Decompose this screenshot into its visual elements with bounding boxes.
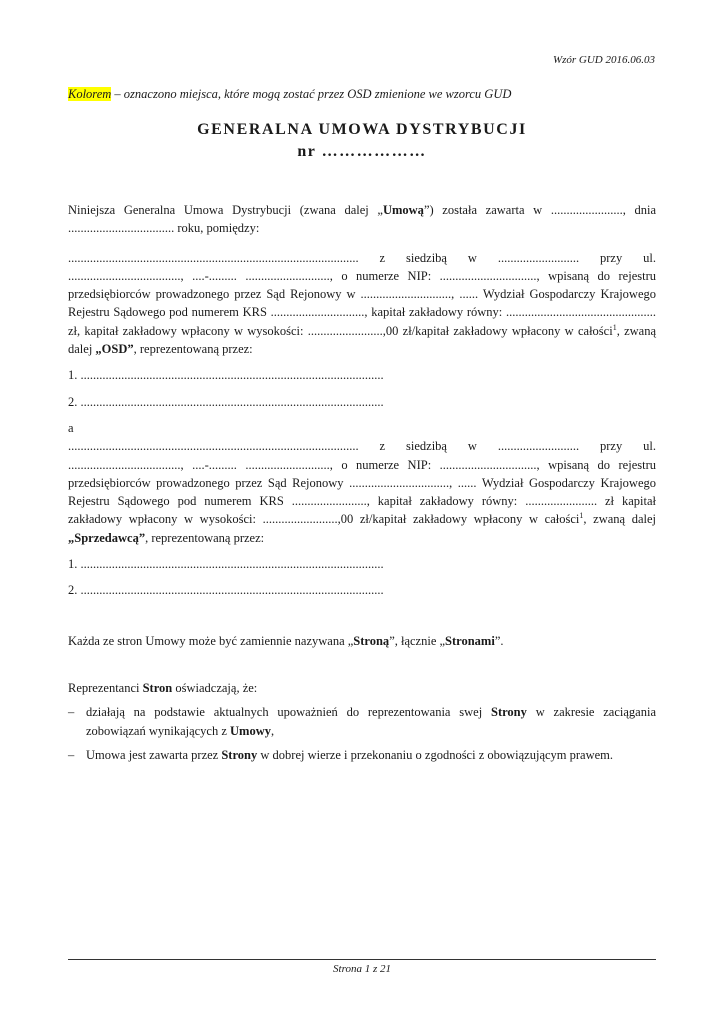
footnote-ref: 1: [612, 322, 617, 332]
color-legend: [68, 87, 511, 102]
list-item: [68, 703, 656, 740]
legend-text: – oznaczono miejsca, które mogą zostać przez OSD zmienione we wzorcu GUD: [111, 87, 512, 101]
party1-text: , zwaną dalej: [68, 323, 656, 357]
footnote-ref: 1: [579, 511, 584, 521]
naming-term-strony: Stronami: [445, 633, 495, 648]
party2-text: , zwaną dalej: [583, 512, 657, 527]
intro-term: Umową: [382, 203, 424, 217]
page-number: Strona 1 z 21: [333, 963, 391, 975]
item-text: w dobrej wierze i przekonaniu o zgodności z obowiązującym prawem.: [257, 747, 614, 762]
party1-paragraph: [68, 249, 656, 359]
naming-text: ”, łącznie „: [389, 633, 446, 648]
parties-naming-paragraph: [68, 632, 656, 650]
item-term: Umowy: [230, 723, 271, 738]
item-term: Strony: [221, 747, 258, 762]
party1-name: „OSD”: [95, 342, 134, 357]
intro-paragraph: [68, 201, 656, 238]
conjunction: a: [68, 420, 74, 435]
item-term: Strony: [491, 705, 527, 720]
party2-paragraph: [68, 437, 656, 547]
item-text: Umowa jest zawarta przez: [86, 747, 222, 762]
document-body: [68, 201, 656, 764]
template-reference: Wzór GUD 2016.06.03: [552, 54, 655, 66]
party2-rep-2: 2. .................................................................................................: [68, 583, 384, 598]
party2-rep-1: 1. .................................................................................................: [68, 557, 384, 572]
document-title: GENERALNA UMOWA DYSTRYBUCJI: [197, 121, 527, 138]
naming-term-strona: Stroną: [353, 633, 390, 648]
party1-rep-1: 1. .................................................................................................: [68, 368, 384, 383]
dash-bullet: –: [68, 747, 75, 762]
party2-details: ............................................................................................. z siedzibą w .......................... przy ul. ...................................., ....-......... ..........................., o numerze NIP: ..............................., wpisaną do rejestru przedsiębiorców prowadzonego przez Sąd Rejonowy ................................, ...... Wydział Gospodarczy Krajowego Rejestru Sądowego pod numerem KRS ........................, kapitał zakładowy równy: ....................... zł kapitał zakładowy wpłacony w wysokości: ........................,00 zł/kapitał zakładowy wpłacony w całości: [68, 439, 656, 527]
declarations-list: [68, 703, 656, 764]
naming-text: Każda ze stron Umowy może być zamiennie nazywana „: [68, 633, 354, 648]
item-text: działają na podstawie aktualnych upoważnień do reprezentowania swej: [86, 705, 491, 720]
reps-text: Reprezentanci: [68, 680, 143, 695]
party1-rep-2: 2. .................................................................................................: [68, 394, 384, 409]
reps-text: oświadczają, że:: [172, 680, 258, 695]
naming-text: ”.: [494, 633, 504, 648]
party2-text-end: , reprezentowaną przez:: [145, 530, 265, 545]
list-item: [68, 746, 656, 764]
intro-text-end: ”) została zawarta w ......................., dnia .................................. roku, pomiędzy:: [68, 203, 656, 236]
party1-text-end: , reprezentowaną przez:: [133, 342, 253, 357]
intro-text: Niniejsza Generalna Umowa Dystrybucji (zwana dalej „: [68, 203, 383, 217]
dash-bullet: –: [68, 705, 75, 720]
footer-divider: [68, 959, 656, 960]
reps-term: Stron: [142, 680, 173, 695]
contract-number: nr ………………: [297, 143, 427, 160]
legend-highlight: Kolorem: [68, 87, 112, 101]
party2-name: „Sprzedawcą”: [68, 530, 146, 545]
item-text: w zakresie zaciągania zobowiązań wynikających z: [86, 705, 656, 738]
party1-details: ............................................................................................. z siedzibą w .......................... przy ul. ...................................., ....-......... ..........................., o numerze NIP: ..............................., wpisaną do rejestru przedsiębiorców prowadzonego przez Sąd Rejonowy w ............................., ...... Wydział Gospodarczy Krajowego Rejestru Sądowego pod numerem KRS .............................., kapitał zakładowy równy: ................................................ zł, kapitał zakładowy wpłacony w wysokości: ........................,00 zł/kapitał zakładowy wpłacony w całości: [68, 250, 656, 338]
representatives-paragraph: [68, 679, 656, 697]
item-text: ,: [271, 723, 275, 738]
